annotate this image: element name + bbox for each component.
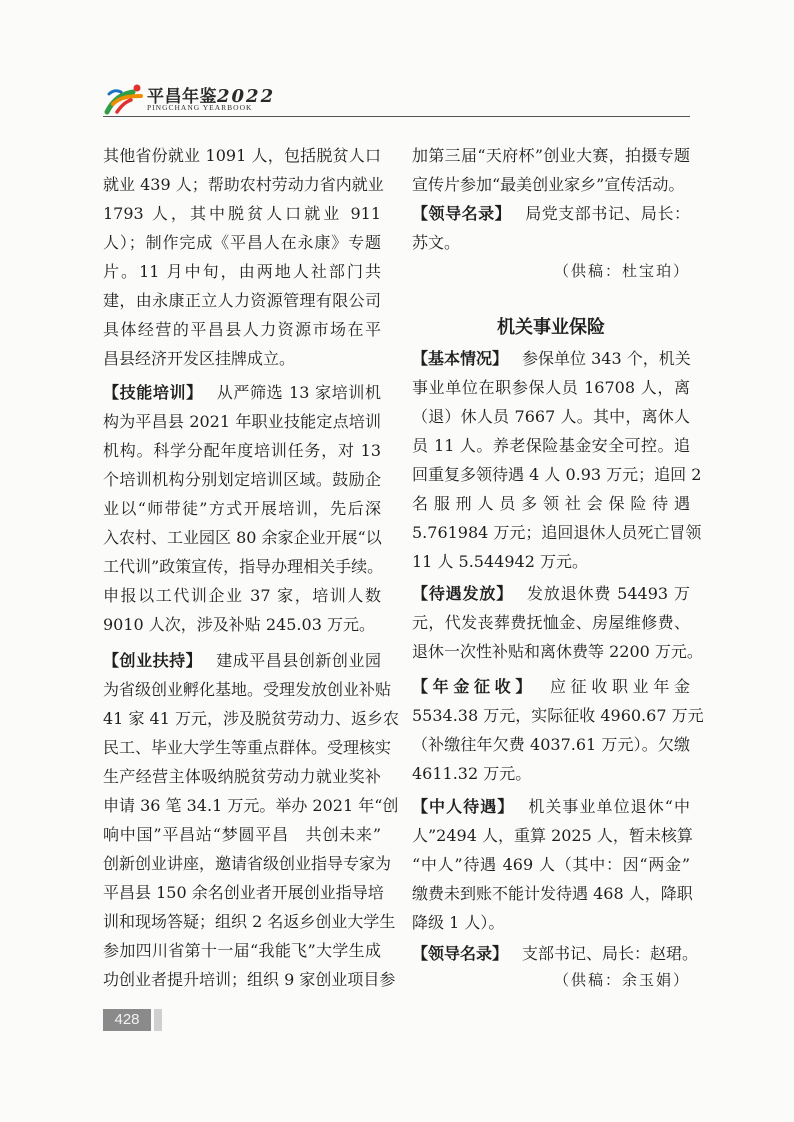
text-content: 入农村、工业园区 80 余家企业开展“以: [103, 528, 382, 547]
text-line: [412, 141, 690, 170]
text-content: 构为平昌县 2021 年职业技能定点培训: [103, 412, 381, 431]
section-heading: 【创业扶持】: [103, 651, 203, 670]
text-content: 机关事业单位退休“中: [528, 797, 690, 816]
text-content: 申请 36 笔 34.1 万元。举办 2021 年“创: [103, 796, 399, 815]
yearbook-logo-icon: [103, 82, 147, 116]
section-heading: 【技能培训】: [103, 383, 203, 402]
text-line: [103, 610, 381, 639]
text-line: [103, 849, 392, 878]
section-heading: 【基本情况】: [412, 349, 509, 368]
header-divider: [103, 116, 690, 117]
text-line: [103, 878, 384, 907]
text-line: [412, 373, 690, 402]
text-content: 业以“师带徒”方式开展培训，先后深: [103, 499, 381, 518]
text-content: 昌县经济开发区挂牌成立。: [103, 349, 296, 368]
text-line: [103, 704, 399, 733]
section-heading: 【中人待遇】: [412, 797, 515, 816]
text-line: [412, 701, 704, 730]
section-heading: 【领导名录】: [412, 204, 512, 223]
text-line: [412, 792, 690, 821]
text-content: 11 人 5.544942 万元。: [412, 552, 588, 571]
text-content: 发放退休费 54493 万: [527, 584, 690, 603]
text-content: 宣传片参加“最美创业家乡”宣传活动。: [412, 175, 685, 194]
text-content: 功创业者提升培训；组织 9 家创业项目参: [103, 970, 396, 989]
text-content: 人）；制作完成《平昌人在永康》专题: [103, 233, 381, 252]
text-line: [103, 552, 384, 581]
text-line: [412, 228, 690, 257]
text-line: [103, 733, 392, 762]
paragraph-leadership-1: [412, 199, 690, 257]
text-line: [103, 436, 381, 465]
text-content: 创新创业讲座，邀请省级创业指导专家为: [103, 854, 392, 873]
text-line: [103, 907, 396, 936]
text-content: 缴费未到账不能计发待遇 468 人，降职: [412, 884, 693, 903]
text-line: [103, 646, 381, 675]
text-line: [412, 518, 702, 547]
text-content: 人”2494 人，重算 2025 人，暂未核算: [412, 826, 693, 845]
text-line: [103, 141, 381, 170]
text-content: 参保单位 343 个，机关: [522, 349, 691, 368]
text-content: 具体经营的平昌县人力资源市场在平: [103, 320, 381, 339]
text-content: 工代训”政策宣传，指导办理相关手续。: [103, 557, 384, 576]
section-heading: 【年金征收】: [412, 677, 536, 696]
text-line: [412, 199, 690, 228]
text-line: [103, 170, 384, 199]
text-content: “中人”待遇 469 人（其中：因“两金”: [412, 855, 690, 874]
credit-1: （供稿：杜宝珀）: [553, 262, 690, 280]
text-content: 支部书记、局长：赵珺。: [522, 944, 699, 963]
text-content: 参加四川省第十一届“我能飞”大学生成: [103, 941, 381, 960]
text-content: 事业单位在职参保人员 16708 人，离: [412, 378, 690, 397]
text-line: [412, 759, 690, 788]
text-line: [412, 908, 690, 937]
text-line: [412, 579, 690, 608]
text-content: 片。11 月中旬，由两地人社部门共: [103, 262, 381, 281]
text-line: [103, 407, 381, 436]
text-content: 为省级创业孵化基地。受理发放创业补贴: [103, 680, 392, 699]
text-content: 机构。科学分配年度培训任务，对 13: [103, 441, 381, 460]
text-line: [412, 460, 702, 489]
text-content: 从严筛选 13 家培训机: [216, 383, 381, 402]
text-content: 名服刑人员多领社会保险待遇: [412, 494, 690, 513]
text-line: [412, 850, 690, 879]
section-heading: 【待遇发放】: [412, 584, 514, 603]
text-content: 5534.38 万元，实际征收 4960.67 万元: [412, 706, 704, 725]
text-line: [103, 762, 381, 791]
text-content: 应征收职业年金: [550, 677, 690, 696]
text-line: [103, 581, 381, 610]
text-content: 元，代发丧葬费抚恤金、房屋维修费、: [412, 613, 690, 632]
text-content: 4611.32 万元。: [412, 764, 532, 783]
text-line: [412, 672, 690, 701]
text-content: （补缴往年欠费 4037.61 万元）。欠缴: [412, 735, 690, 754]
text-content: 平昌县 150 余名创业者开展创业指导培: [103, 883, 384, 902]
text-line: [412, 939, 699, 968]
text-line: [412, 879, 693, 908]
text-content: 1793 人，其中脱贫人口就业 911: [103, 204, 381, 223]
text-line: [103, 378, 381, 407]
paragraph-basic-info: [412, 344, 702, 576]
text-content: 申报以工代训企业 37 家，培训人数: [103, 586, 381, 605]
text-line: [412, 730, 690, 759]
text-line: [103, 315, 381, 344]
text-content: 响中国”平昌站“梦圆平昌 共创未来”: [103, 825, 381, 844]
paragraph-competition: [412, 141, 690, 199]
text-line: [412, 821, 693, 850]
text-content: 降级 1 人）。: [412, 913, 505, 932]
text-line: [103, 675, 392, 704]
text-line: [103, 465, 381, 494]
text-line: [412, 547, 690, 576]
text-line: [412, 170, 690, 199]
text-content: 其他省份就业 1091 人，包括脱贫人口: [103, 146, 381, 165]
text-line: [103, 257, 381, 286]
text-content: 9010 人次，涉及补贴 245.03 万元。: [103, 615, 375, 634]
text-content: 苏文。: [412, 233, 461, 252]
text-line: [103, 965, 396, 994]
paragraph-annuity-collection: [412, 672, 704, 788]
text-line: [412, 608, 690, 637]
paragraph-employment: [103, 141, 384, 373]
text-content: 建，由永康正立人力资源管理有限公司: [103, 291, 381, 310]
credit-2: （供稿：余玉娟）: [553, 971, 690, 989]
text-line: [103, 286, 381, 315]
paragraph-leadership-2: [412, 939, 699, 968]
text-content: 退休一次性补贴和离休费等 2200 万元。: [412, 642, 703, 661]
text-line: [103, 936, 381, 965]
text-content: 训和现场答疑；组织 2 名返乡创业大学生: [103, 912, 396, 931]
yearbook-title: 平昌年鉴2022: [147, 86, 276, 107]
text-line: [412, 402, 690, 431]
yearbook-subtitle: PINGCHANG YEARBOOK: [147, 103, 253, 112]
text-line: [412, 489, 690, 518]
section-heading: 【领导名录】: [412, 944, 509, 963]
page-header: [95, 78, 690, 118]
text-line: [103, 494, 381, 523]
text-line: [412, 344, 690, 373]
text-line: [103, 199, 381, 228]
text-content: 就业 439 人；帮助农村劳动力省内就业: [103, 175, 384, 194]
text-content: 局党支部书记、局长：: [525, 204, 690, 223]
text-line: [103, 820, 381, 849]
text-content: 回重复多领待遇 4 人 0.93 万元；追回 2: [412, 465, 702, 484]
page-number: 428: [103, 1009, 151, 1031]
paragraph-benefit-payment: [412, 579, 703, 666]
text-line: [412, 637, 703, 666]
page-number-tab: [154, 1009, 162, 1031]
text-content: 生产经营主体吸纳脱贫劳动力就业奖补: [103, 767, 381, 786]
text-content: 41 家 41 万元，涉及脱贫劳动力、返乡农: [103, 709, 399, 728]
text-content: 员 11 人。养老保险基金安全可控。追: [412, 436, 690, 455]
text-content: 加第三届“天府杯”创业大赛，拍摄专题: [412, 146, 690, 165]
text-content: 民工、毕业大学生等重点群体。受理核实: [103, 738, 392, 757]
section-title: 机关事业保险: [497, 317, 605, 338]
paragraph-middle-people: [412, 792, 693, 937]
text-content: （退）休人员 7667 人。其中，离休人: [412, 407, 690, 426]
text-line: [103, 523, 381, 552]
text-content: 5.761984 万元；追回退休人员死亡冒领: [412, 523, 702, 542]
text-line: [103, 791, 399, 820]
text-content: 建成平昌县创新创业园: [216, 651, 381, 670]
paragraph-skills-training: [103, 378, 384, 639]
text-line: [412, 431, 690, 460]
text-line: [103, 344, 381, 373]
text-line: [103, 228, 381, 257]
text-content: 个培训机构分别划定培训区域。鼓励企: [103, 470, 381, 489]
paragraph-entrepreneurship: [103, 646, 399, 994]
